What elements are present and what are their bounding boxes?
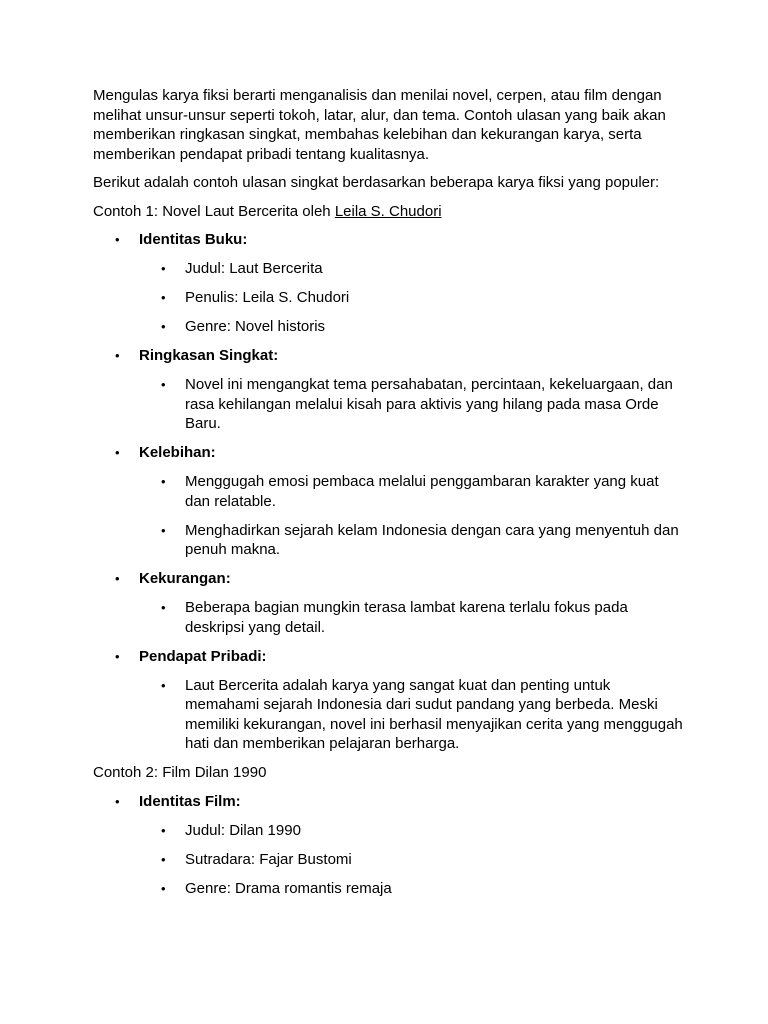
list-item bbox=[93, 647, 683, 754]
list-item: • Penulis: Leila S. Chudori bbox=[93, 288, 683, 308]
sub-list bbox=[139, 821, 683, 899]
example-1-heading bbox=[93, 202, 683, 222]
example-2-heading: Contoh 2: Film Dilan 1990 bbox=[93, 764, 267, 781]
example-2-list bbox=[93, 792, 683, 899]
list-item bbox=[93, 346, 683, 434]
section-label: • Kekurangan: bbox=[139, 570, 231, 587]
intro-paragraph-2: Berikut adalah contoh ulasan singkat berdasarkan beberapa karya fiksi yang populer: bbox=[93, 174, 660, 191]
list-item: • Menghadirkan sejarah kelam Indonesia dengan cara yang menyentuh dan penuh makna. bbox=[93, 521, 683, 560]
section-label: • Pendapat Pribadi: bbox=[139, 647, 267, 665]
list-item: • Judul: Laut Bercerita bbox=[93, 259, 683, 279]
section-label: • Ringkasan Singkat: bbox=[139, 347, 279, 364]
author-link[interactable]: Leila S. Chudori bbox=[334, 202, 442, 220]
list-item: • Menggugah emosi pembaca melalui penggambaran karakter yang kuat dan relatable. bbox=[93, 472, 683, 511]
list-item bbox=[93, 569, 683, 637]
section-label: • Identitas Film: bbox=[139, 792, 241, 810]
list-item: • Genre: Novel historis bbox=[93, 317, 683, 337]
example-1-heading-text: Contoh 1: Novel Laut Bercerita oleh bbox=[93, 202, 335, 220]
section-label: • Identitas Buku: bbox=[139, 231, 248, 248]
list-item: • Judul: Dilan 1990 bbox=[93, 821, 683, 841]
list-item bbox=[93, 792, 683, 899]
section-label: • Kelebihan: bbox=[139, 444, 216, 461]
list-item: • Beberapa bagian mungkin terasa lambat karena terlalu fokus pada deskripsi yang detail. bbox=[93, 598, 683, 637]
list-item bbox=[93, 443, 683, 560]
sub-list bbox=[139, 676, 683, 754]
sub-list bbox=[139, 472, 683, 560]
list-item: • Novel ini mengangkat tema persahabatan, percintaan, kekeluargaan, dan rasa kehilangan melalui kisah para aktivis yang hilang pada masa Orde Baru. bbox=[93, 375, 683, 434]
sub-list bbox=[139, 375, 683, 434]
list-item: • Sutradara: Fajar Bustomi bbox=[93, 850, 683, 870]
sub-list bbox=[139, 259, 683, 337]
example-1-list bbox=[93, 230, 683, 754]
list-item: • Genre: Drama romantis remaja bbox=[93, 879, 683, 899]
list-item: • Laut Bercerita adalah karya yang sangat kuat dan penting untuk memahami sejarah Indonesia dari sudut pandang yang berbeda. Meski memiliki kekurangan, novel ini berhasil menyajikan cerita yang menggugah hati dan memberikan pelajaran berharga. bbox=[93, 676, 683, 754]
list-item bbox=[93, 230, 683, 337]
document-body bbox=[93, 86, 683, 908]
intro-paragraph: Mengulas karya fiksi berarti menganalisis dan menilai novel, cerpen, atau film dengan melihat unsur-unsur seperti tokoh, latar, alur, dan tema. Contoh ulasan yang baik akan memberikan ringkasan singkat, membahas kelebihan dan kekurangan karya, serta memberikan pendapat pribadi tentang kualitasnya. bbox=[93, 87, 666, 163]
sub-list bbox=[139, 598, 683, 637]
